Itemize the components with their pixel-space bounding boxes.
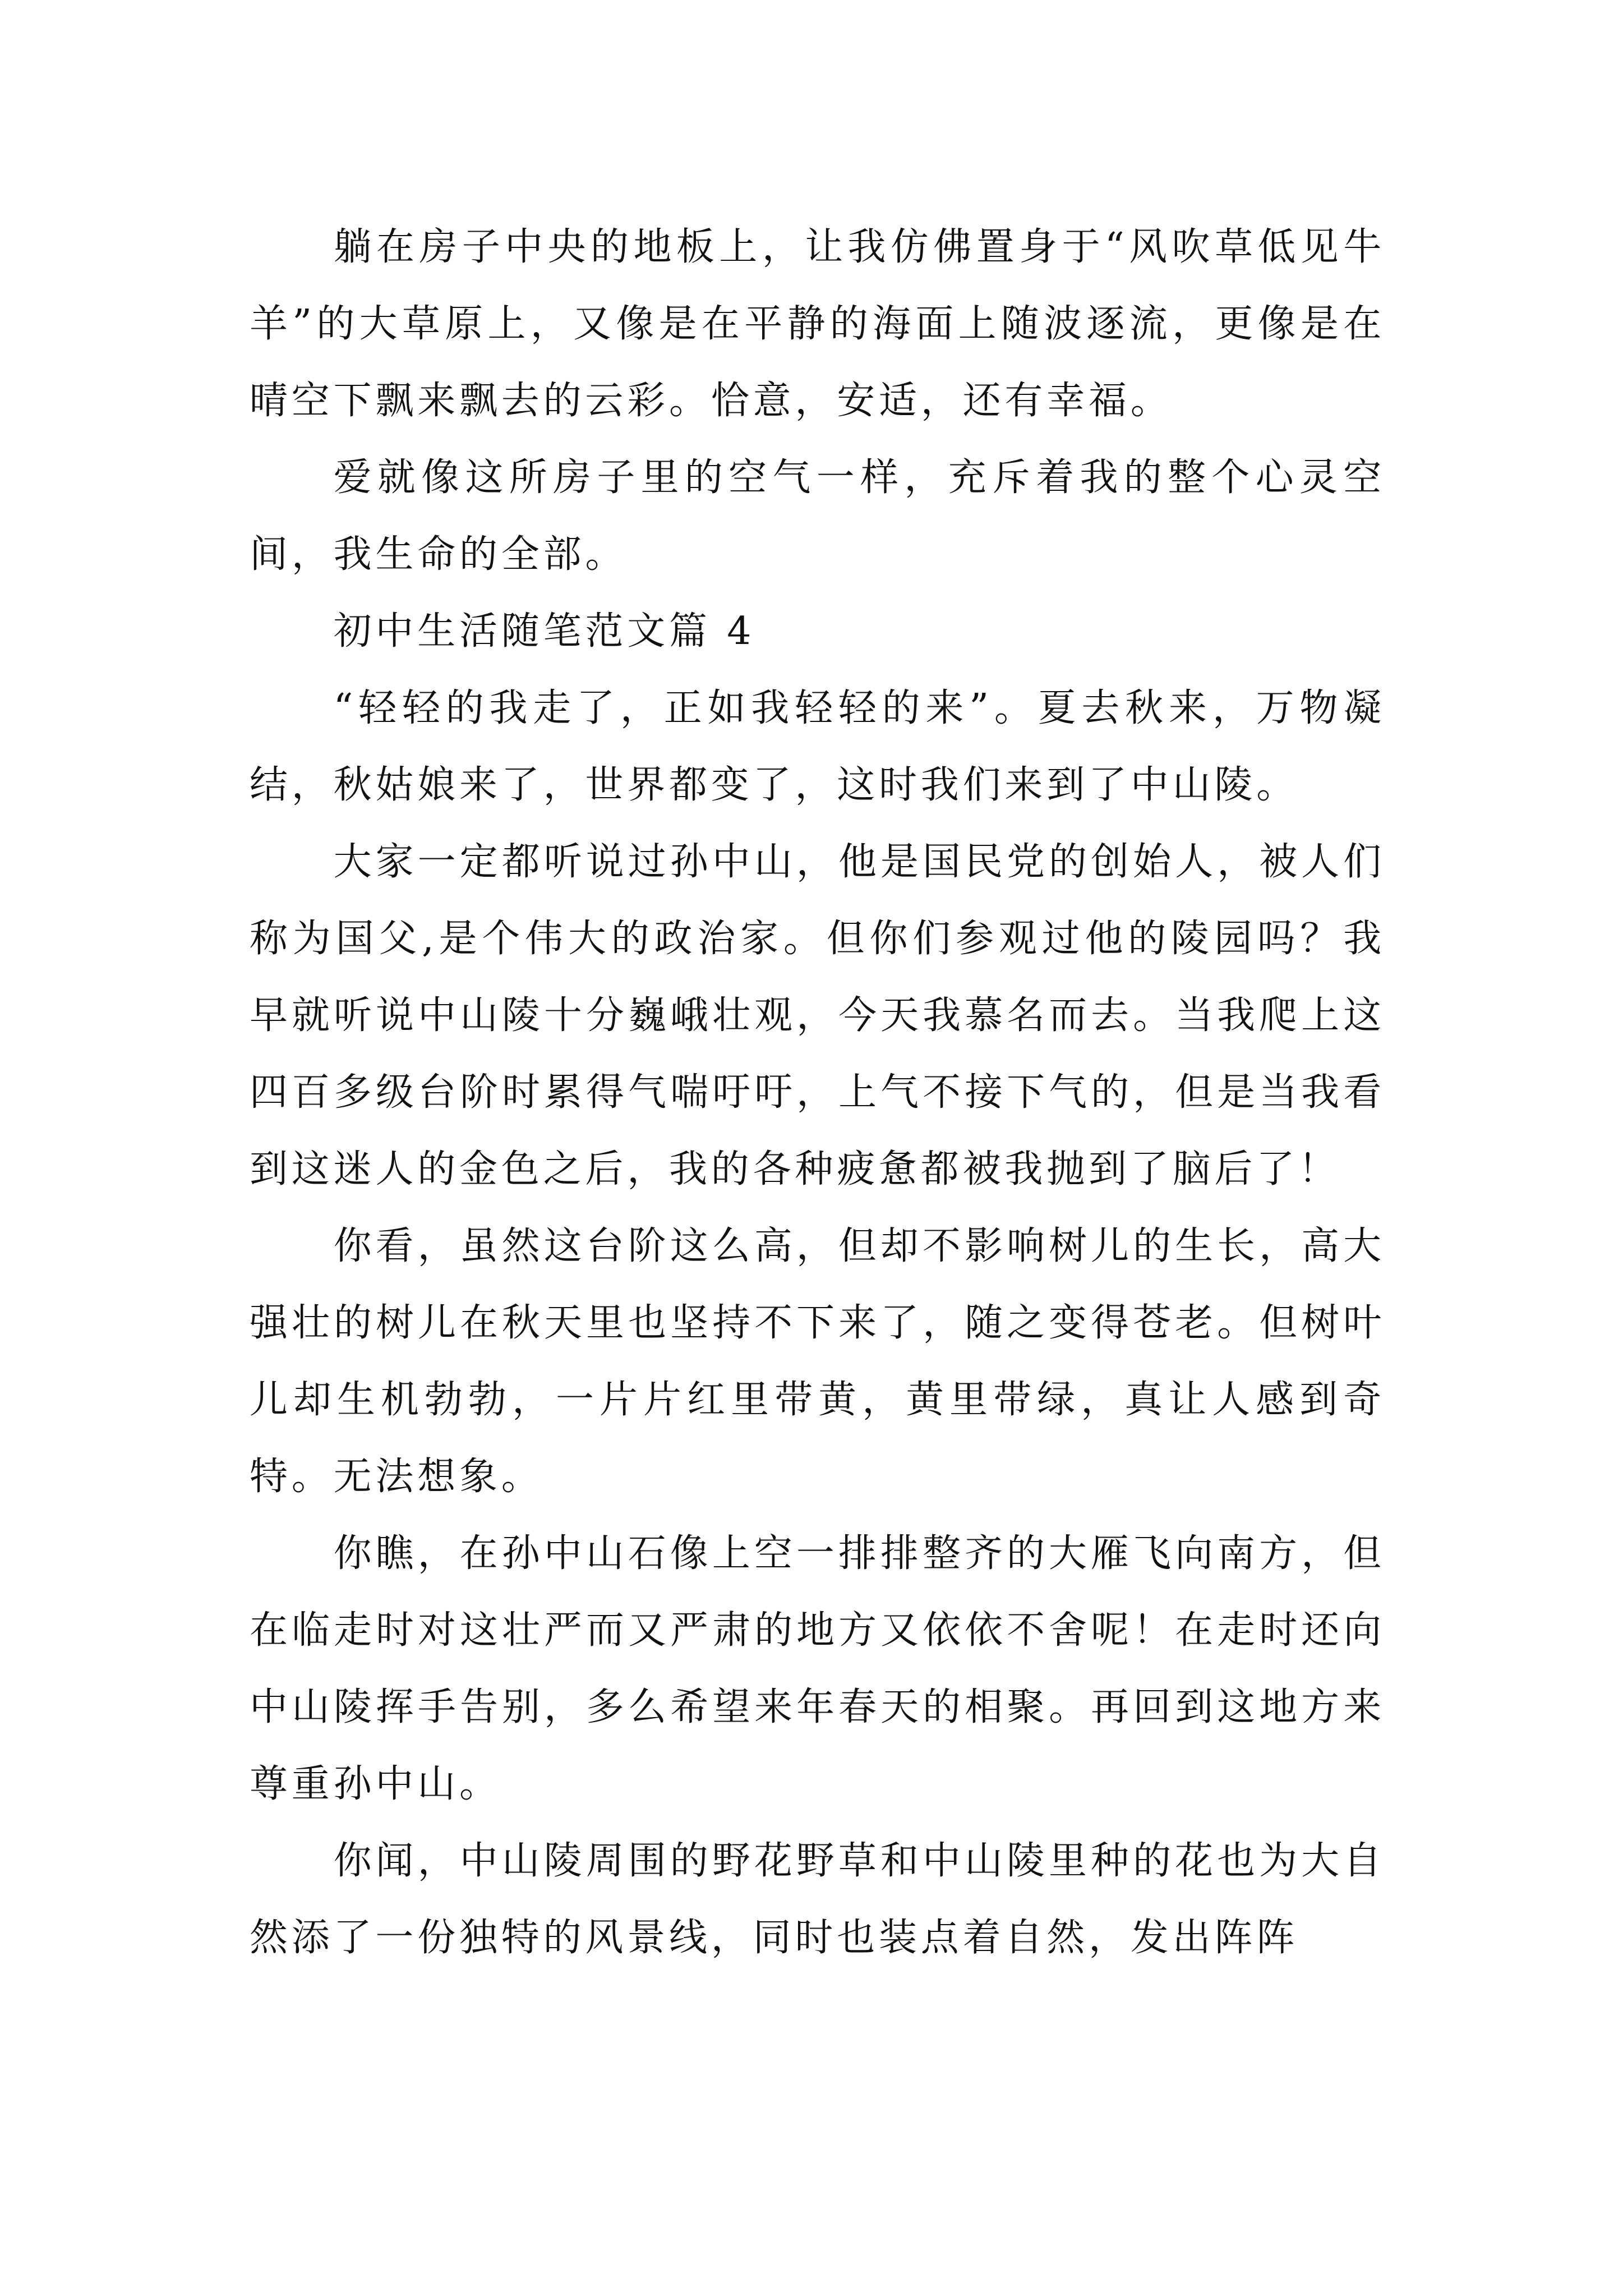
paragraph: “轻轻的我走了，正如我轻轻的来”。夏去秋来，万物凝结，秋姑娘来了，世界都变了，这时我们来到了中山陵。 — [250, 686, 1385, 807]
paragraph: 躺在房子中央的地板上，让我仿佛置身于“风吹草低见牛羊”的大草原上，又像是在平静的海面上随波逐流，更像是在晴空下飘来飘去的云彩。恰意，安适，还有幸福。 — [250, 225, 1385, 423]
paragraph: 大家一定都听说过孙中山，他是国民党的创始人，被人们称为国父,是个伟大的政治家。但你们参观过他的陵园吗？我早就听说中山陵十分巍峨壮观，今天我慕名而去。当我爬上这四百多级台阶时累得气喘吁吁，上气不接下气的，但是当我看到这迷人的金色之后，我的各种疲惫都被我抛到了脑后了！ — [250, 840, 1385, 1191]
document-body — [250, 209, 1385, 1976]
section-title: 初中生活随笔范文篇 4 — [333, 609, 755, 654]
paragraph: 你瞧，在孙中山石像上空一排排整齐的大雁飞向南方，但在临走时对这壮严而又严肃的地方又依依不舍呢！在走时还向中山陵挥手告别，多么希望来年春天的相聚。再回到这地方来尊重孙中山。 — [250, 1531, 1385, 1806]
paragraph: 你看，虽然这台阶这么高，但却不影响树儿的生长，高大强壮的树儿在秋天里也坚持不下来了，随之变得苍老。但树叶儿却生机勃勃，一片片红里带黄，黄里带绿，真让人感到奇特。无法想象。 — [250, 1224, 1385, 1499]
paragraph: 爱就像这所房子里的空气一样，充斥着我的整个心灵空间，我生命的全部。 — [250, 455, 1385, 577]
paragraph: 你闻，中山陵周围的野花野草和中山陵里种的花也为大自然添了一份独特的风景线，同时也装点着自然，发出阵阵 — [250, 1839, 1385, 1960]
